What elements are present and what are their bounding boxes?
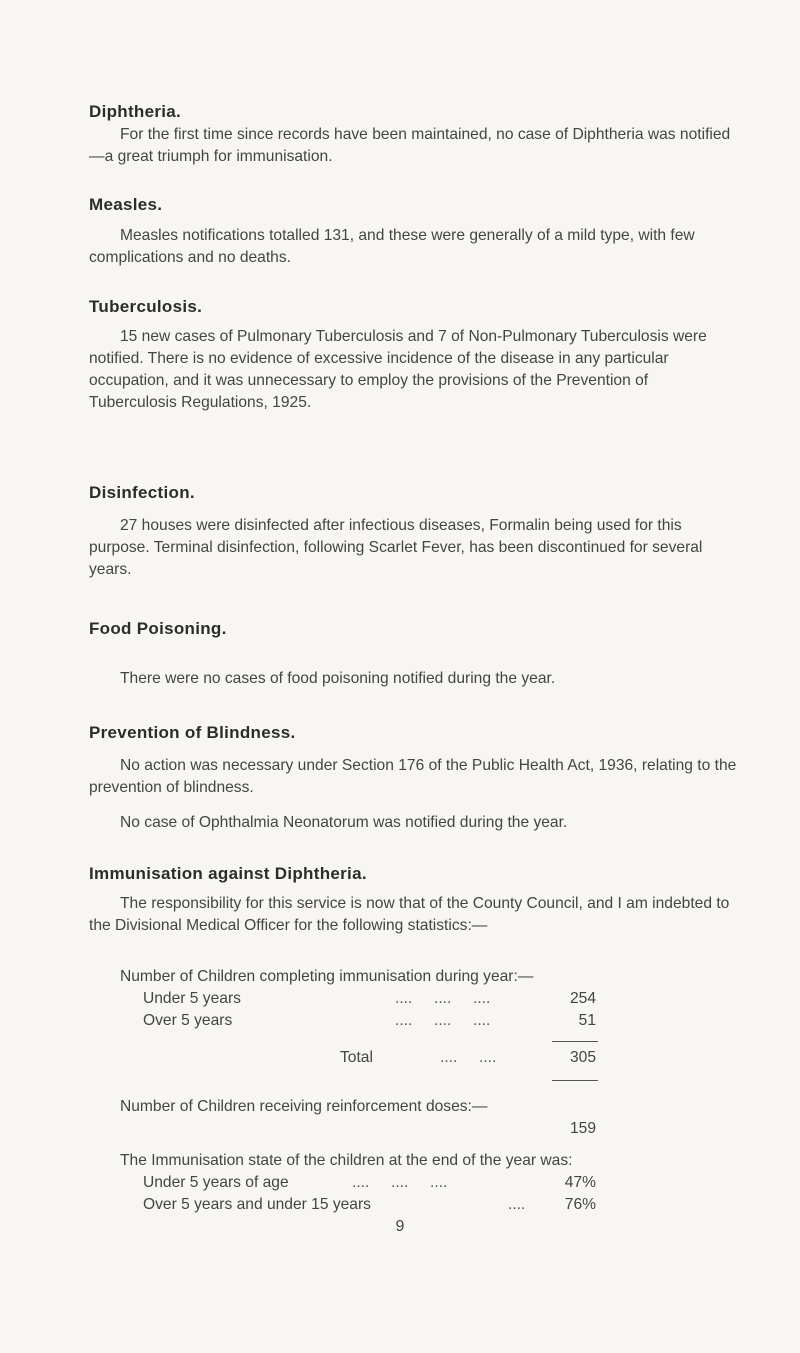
paragraph-blindness-2: No case of Ophthalmia Neonatorum was notified during the year.	[120, 814, 568, 831]
paragraph-food-poisoning: There were no cases of food poisoning notified during the year.	[120, 670, 556, 687]
paragraph-tuberculosis: 15 new cases of Pulmonary Tuberculosis and 7 of Non-Pulmonary Tuberculosis were notified. There is no evidence of excessive incidence of the disease in any particular occupation, and it was unnecessary to employ the provisions of the Prevention of Tuberculosis Regulations, 1925.	[89, 328, 707, 411]
over5-label: Over 5 years	[143, 1012, 233, 1029]
under5-value: 254	[569, 990, 596, 1007]
state-over5-value: 76%	[564, 1196, 596, 1213]
page-number: 9	[395, 1218, 405, 1235]
heading-prevention-of-blindness: Prevention of Blindness.	[89, 723, 296, 742]
completing-label: Number of Children completing immunisation during year:—	[120, 968, 534, 985]
leader-dots: .... .... ....	[395, 1012, 491, 1029]
heading-immunisation: Immunisation against Diphtheria.	[89, 864, 367, 883]
total-value: 305	[569, 1049, 596, 1066]
total-label: Total	[340, 1049, 373, 1066]
heading-food-poisoning: Food Poisoning.	[89, 619, 227, 638]
reinforcement-label: Number of Children receiving reinforcement doses:—	[120, 1098, 488, 1115]
over5-value: 51	[578, 1012, 596, 1029]
paragraph-measles: Measles notifications totalled 131, and these were generally of a mild type, with few complications and no deaths.	[89, 227, 695, 266]
heading-disinfection: Disinfection.	[89, 483, 195, 502]
leader-dots: .... ....	[440, 1049, 497, 1066]
heading-measles: Measles.	[89, 195, 163, 214]
total-rule-bottom	[552, 1080, 598, 1081]
immunisation-state-label: The Immunisation state of the children at the end of the year was:	[120, 1152, 573, 1169]
heading-tuberculosis: Tuberculosis.	[89, 297, 203, 316]
state-over5-label: Over 5 years and under 15 years	[143, 1196, 371, 1213]
reinforcement-value: 159	[569, 1120, 596, 1137]
paragraph-diphtheria: For the first time since records have been maintained, no case of Diphtheria was notified—a great triumph for immunisation.	[89, 126, 731, 165]
heading-diphtheria: Diphtheria.	[89, 102, 182, 121]
total-rule-top	[552, 1041, 598, 1042]
leader-dots: .... .... ....	[395, 990, 491, 1007]
paragraph-disinfection: 27 houses were disinfected after infectious diseases, Formalin being used for this purpose. Terminal disinfection, following Scarlet Fever, has been discontinued for several years.	[89, 517, 703, 578]
state-under5-value: 47%	[564, 1174, 596, 1191]
leader-dots: .... .... ....	[352, 1174, 448, 1191]
state-under5-label: Under 5 years of age	[143, 1174, 289, 1191]
under5-label: Under 5 years	[143, 990, 241, 1007]
paragraph-immunisation: The responsibility for this service is now that of the County Council, and I am indebted to the Divisional Medical Officer for the following statistics:—	[89, 895, 730, 934]
leader-dots: ....	[508, 1196, 526, 1213]
paragraph-blindness-1: No action was necessary under Section 176 of the Public Health Act, 1936, relating to the prevention of blindness.	[89, 757, 737, 796]
